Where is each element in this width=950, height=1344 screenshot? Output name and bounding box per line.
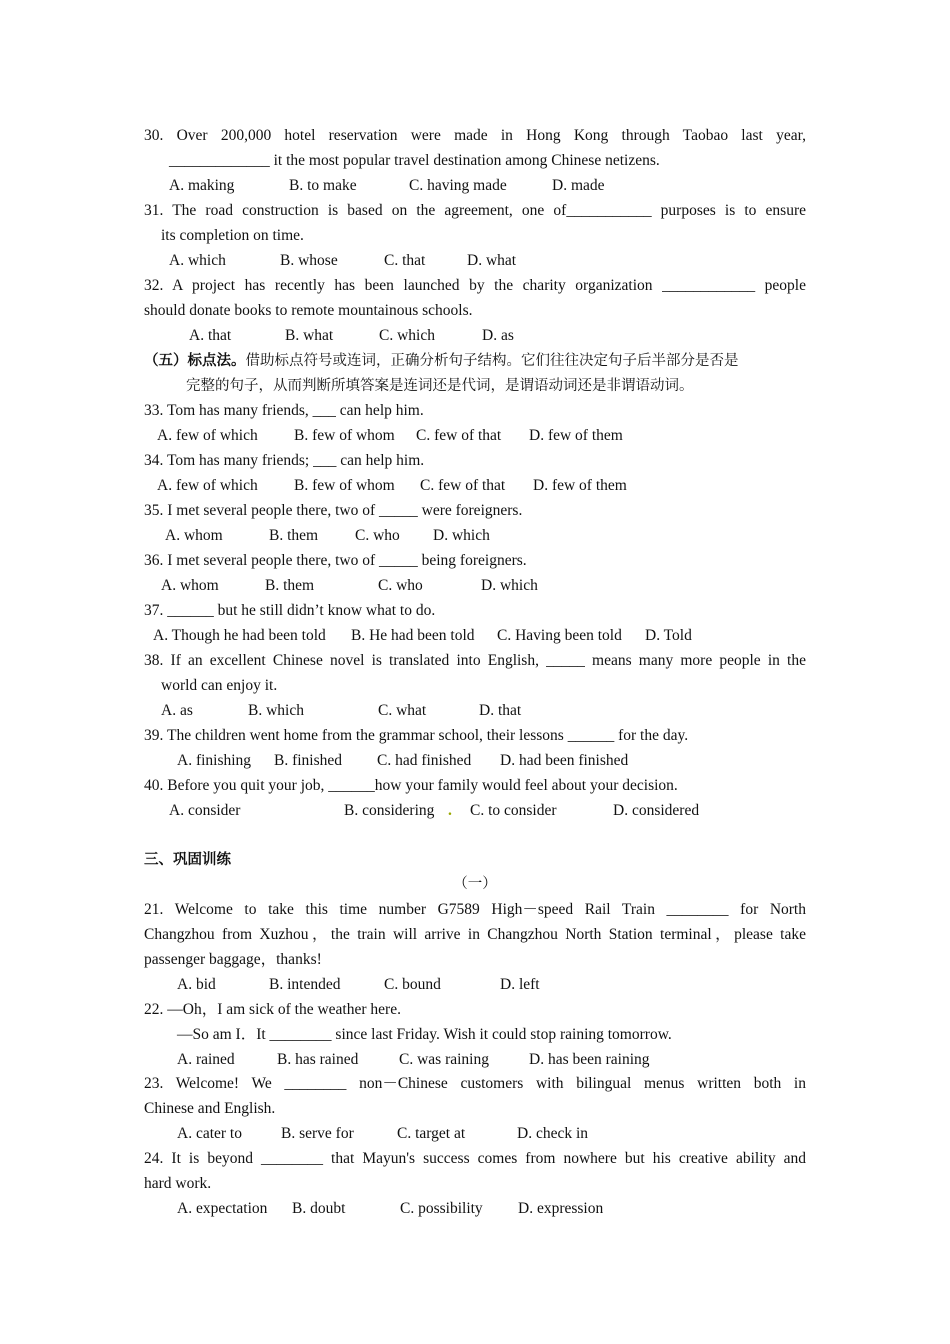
q31-option-a: A. which <box>169 252 226 269</box>
q40-mark: . <box>448 802 452 819</box>
q38-option-d: D. that <box>479 702 522 719</box>
q40-option-a: A. consider <box>169 802 241 819</box>
q21-option-d: D. left <box>500 976 540 993</box>
q37-options <box>0 624 950 648</box>
q36-option-d: D. which <box>481 577 538 594</box>
section3-subheading: （一） <box>453 876 497 892</box>
q33-option-a: A. few of which <box>157 427 258 444</box>
q22-stem-line1: 22. —Oh，I am sick of the weather here. <box>144 1001 401 1018</box>
q40-option-d: D. considered <box>613 802 700 819</box>
q32-stem-line2: should donate books to remote mountainous schools. <box>144 302 473 319</box>
q36-option-a: A. whom <box>161 577 219 594</box>
q30-option-c: C. having made <box>409 177 507 194</box>
q23-stem-line2: Chinese and English. <box>144 1100 276 1117</box>
q21-option-b: B. intended <box>269 976 341 993</box>
q39-option-c: C. had finished <box>377 752 472 769</box>
q34-option-c: C. few of that <box>420 477 506 494</box>
q40-stem: 40. Before you quit your job, ______how your family would feel about your decision. <box>144 777 678 794</box>
q39-option-d: D. had been finished <box>500 752 629 769</box>
q21-option-c: C. bound <box>384 976 441 993</box>
q37-option-a: A. Though he had been told <box>153 627 326 644</box>
section5-line1 <box>144 349 824 373</box>
q34-option-a: A. few of which <box>157 477 258 494</box>
q24-options <box>0 1197 950 1221</box>
q38-option-c: C. what <box>378 702 427 719</box>
q21-options <box>0 973 950 997</box>
q22-option-b: B. has rained <box>277 1051 359 1068</box>
q38-option-a: A. as <box>161 702 193 719</box>
q23-options <box>0 1122 950 1146</box>
q31-options <box>0 249 950 273</box>
q32-option-b: B. what <box>285 327 334 344</box>
q38-option-b: B. which <box>248 702 304 719</box>
q30-option-d: D. made <box>552 177 605 194</box>
q30-option-a: A. making <box>169 177 235 194</box>
q36-stem: 36. I met several people there, two of _____ being foreigners. <box>144 552 527 569</box>
q39-option-a: A. finishing <box>177 752 252 769</box>
q30-stem-line2: _____________ it the most popular travel destination among Chinese netizens. <box>169 152 660 169</box>
q24-stem-line2: hard work. <box>144 1175 212 1192</box>
section5-line2: 完整的句子，从而判断所填答案是连词还是代词，是谓语动词还是非谓语动词。 <box>186 378 694 394</box>
q22-option-c: C. was raining <box>399 1051 489 1068</box>
q23-option-b: B. serve for <box>281 1125 354 1142</box>
q32-stem-line1: 32. A project has recently has been launched by the charity organization ____________ people <box>144 277 806 294</box>
section5-text1: 借助标点符号或连词，正确分析句子结构。它们往往决定句子后半部分是否是 <box>245 353 739 369</box>
q32-option-c: C. which <box>379 327 435 344</box>
q32-options <box>0 324 950 348</box>
q33-options <box>0 424 950 448</box>
q37-option-b: B. He had been told <box>351 627 475 644</box>
q22-stem-line2: —So am I．It ________ since last Friday. Wish it could stop raining tomorrow. <box>177 1026 672 1043</box>
q32-option-a: A. that <box>189 327 232 344</box>
q21-stem-line2: Changzhou from Xuzhou，the train will arrive in Changzhou North Station terminal，please take <box>144 926 806 943</box>
q22-options <box>0 1048 950 1072</box>
q38-stem-line2: world can enjoy it. <box>161 677 278 694</box>
q34-options <box>0 474 950 498</box>
q30-options <box>0 174 950 198</box>
q31-stem-line2: its completion on time. <box>161 227 304 244</box>
q35-stem: 35. I met several people there, two of _____ were foreigners. <box>144 502 523 519</box>
q23-option-a: A. cater to <box>177 1125 242 1142</box>
q32-option-d: D. as <box>482 327 514 344</box>
q37-stem: 37. ______ but he still didn’t know what to do. <box>144 602 436 619</box>
q36-option-c: C. who <box>378 577 423 594</box>
q40-options <box>0 799 950 823</box>
q31-option-d: D. what <box>467 252 517 269</box>
q30-option-b: B. to make <box>289 177 357 194</box>
q39-option-b: B. finished <box>274 752 343 769</box>
q40-option-b: B. considering <box>344 802 435 819</box>
q24-option-b: B. doubt <box>292 1200 346 1217</box>
q37-option-d: D. Told <box>645 627 692 644</box>
q23-option-c: C. target at <box>397 1125 466 1142</box>
q22-option-d: D. has been raining <box>529 1051 650 1068</box>
q35-option-a: A. whom <box>165 527 223 544</box>
q24-option-a: A. expectation <box>177 1200 268 1217</box>
q33-option-c: C. few of that <box>416 427 502 444</box>
q35-options <box>0 524 950 548</box>
q21-option-a: A. bid <box>177 976 216 993</box>
q24-option-c: C. possibility <box>400 1200 483 1217</box>
q23-stem-line1: 23. Welcome! We ________ non－Chinese customers with bilingual menus written both in <box>144 1075 806 1092</box>
q36-option-b: B. them <box>265 577 315 594</box>
q38-stem-line1: 38. If an excellent Chinese novel is translated into English, _____ means many more people in the <box>144 652 806 669</box>
q34-stem: 34. Tom has many friends; ___ can help him. <box>144 452 425 469</box>
q35-option-d: D. which <box>433 527 490 544</box>
q35-option-b: B. them <box>269 527 319 544</box>
q24-option-d: D. expression <box>518 1200 604 1217</box>
q21-stem-line1: 21. Welcome to take this time number G7589 High－speed Rail Train ________ for North <box>144 901 806 918</box>
q31-stem-line1: 31. The road construction is based on the agreement, one of___________ purposes is to ensure <box>144 202 806 219</box>
q30-stem-line1: 30. Over 200,000 hotel reservation were made in Hong Kong through Taobao last year, <box>144 127 806 144</box>
q34-option-b: B. few of whom <box>294 477 395 494</box>
q23-option-d: D. check in <box>517 1125 589 1142</box>
q22-option-a: A. rained <box>177 1051 235 1068</box>
q33-option-d: D. few of them <box>529 427 623 444</box>
section3-heading: 三、巩固训练 <box>144 852 231 868</box>
q37-option-c: C. Having been told <box>497 627 622 644</box>
q31-option-b: B. whose <box>280 252 338 269</box>
q33-stem: 33. Tom has many friends, ___ can help him. <box>144 402 424 419</box>
q38-options <box>0 699 950 723</box>
q33-option-b: B. few of whom <box>294 427 395 444</box>
q31-option-c: C. that <box>384 252 426 269</box>
q36-options <box>0 574 950 598</box>
q35-option-c: C. who <box>355 527 400 544</box>
q39-options <box>0 749 950 773</box>
q21-stem-line3: passenger baggage，thanks! <box>144 951 322 968</box>
q39-stem: 39. The children went home from the grammar school, their lessons ______ for the day. <box>144 727 689 744</box>
q24-stem-line1: 24. It is beyond ________ that Mayun's success comes from nowhere but his creative ability and <box>144 1150 806 1167</box>
q34-option-d: D. few of them <box>533 477 627 494</box>
q40-option-c: C. to consider <box>470 802 557 819</box>
section5-heading: （五）标点法。 <box>144 353 246 369</box>
